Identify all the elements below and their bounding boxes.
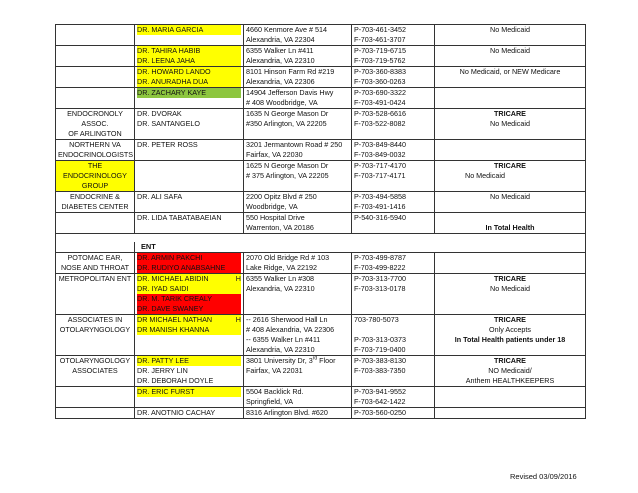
insurance-note-line: TRICARE xyxy=(494,161,526,170)
phone-line: P-703-528-6616 xyxy=(354,109,406,118)
phone-line: P-703-360-8383 xyxy=(354,67,406,76)
doctor-list xyxy=(135,88,244,109)
address-line: -- 6355 Walker Ln #411 xyxy=(246,335,321,344)
practice-name-line: ASSOCIATES IN xyxy=(67,315,123,324)
practice-name-line: OF ARLINGTON xyxy=(68,129,122,138)
phone-fax xyxy=(352,253,435,274)
revised-date: Revised 03/09/2016 xyxy=(510,472,577,481)
address-line: -- 2616 Sherwood Hall Ln xyxy=(246,315,328,324)
doctor-name: DR. SANTANGELO xyxy=(137,119,200,128)
phone-line: P-703-719-6715 xyxy=(354,46,406,55)
phone-line: P-703-313-0373 xyxy=(354,335,406,344)
phone-fax xyxy=(352,161,435,192)
address-line: # 408 Woodbridge, VA xyxy=(246,98,318,107)
doctor-name: DR. LIDA TABATABAEIAN xyxy=(137,213,222,222)
phone-line: F-703-313-0178 xyxy=(354,284,406,293)
practice-name-line: NORTHERN VA xyxy=(69,140,121,149)
doctor-name: DR. PETER ROSS xyxy=(137,140,198,149)
insurance-note xyxy=(435,161,586,192)
address-line: Alexandria, VA 22310 xyxy=(246,345,315,354)
address-line: Fairfax, VA 22030 xyxy=(246,150,303,159)
insurance-note-line: TRICARE xyxy=(494,274,526,283)
insurance-note xyxy=(435,109,586,140)
doctor-list xyxy=(135,253,244,274)
practice-name-line: DIABETES CENTER xyxy=(61,202,129,211)
address-line: 550 Hospital Drive xyxy=(246,213,305,222)
phone-fax xyxy=(352,109,435,140)
doctor-list xyxy=(135,408,244,419)
address xyxy=(244,253,352,274)
address-line: 1635 N George Mason Dr xyxy=(246,109,329,118)
address xyxy=(244,315,352,356)
phone-line: P-703-560-0250 xyxy=(354,408,406,417)
phone-line: P-703-499-8787 xyxy=(354,253,406,262)
doctor-list xyxy=(135,67,244,88)
insurance-note-line: In Total Health xyxy=(485,223,535,232)
address-line: # 408 Alexandria, VA 22306 xyxy=(246,325,335,334)
doctor-name: DR. TAHIRA HABIB xyxy=(137,46,241,56)
provider-table xyxy=(55,24,586,419)
insurance-note-line: No Medicaid xyxy=(465,171,505,180)
provider-row xyxy=(56,109,586,140)
address-line: # 375 Arlington, VA 22205 xyxy=(246,171,329,180)
doctor-name: DR. RUDIYO ANABSAHNE xyxy=(137,263,241,273)
provider-row xyxy=(56,408,586,419)
insurance-note-line: No Medicaid xyxy=(490,284,530,293)
address-line: 8101 Hinson Farm Rd #219 xyxy=(246,67,335,76)
address xyxy=(244,46,352,67)
practice-name xyxy=(56,161,135,192)
doctor-list xyxy=(135,140,244,161)
doctor-name: DR. IYAD SAIDI xyxy=(137,284,241,294)
phone-fax xyxy=(352,315,435,356)
insurance-note-line: TRICARE xyxy=(494,315,526,324)
address xyxy=(244,274,352,315)
phone-line: 703-780-5073 xyxy=(354,315,399,324)
practice-name-line: OTOLARYNGOLOGY xyxy=(59,325,131,334)
phone-line: F-703-522-8082 xyxy=(354,119,406,128)
doctor-list xyxy=(135,213,244,234)
insurance-note xyxy=(435,408,586,419)
insurance-note xyxy=(435,46,586,67)
insurance-note xyxy=(435,253,586,274)
provider-row xyxy=(56,25,586,46)
doctor-name: DR. ERIC FURST xyxy=(137,387,241,397)
address-line: Alexandria, VA 22306 xyxy=(246,77,315,86)
practice-name xyxy=(56,88,135,109)
doctor-name: DR. ZACHARY KAYE xyxy=(137,88,241,98)
address-line: 3201 Jermantown Road # 250 xyxy=(246,140,343,149)
practice-name-line: ENDOCRONOLY ASSOC. xyxy=(67,109,123,128)
address-line: 14904 Jefferson Davis Hwy xyxy=(246,88,334,97)
insurance-note-line: No Medicaid xyxy=(490,25,530,34)
phone-fax xyxy=(352,213,435,234)
provider-row xyxy=(56,161,586,192)
phone-line: F-703-461-3707 xyxy=(354,35,406,44)
practice-name xyxy=(56,140,135,161)
insurance-note xyxy=(435,274,586,315)
phone-fax xyxy=(352,387,435,408)
doctor-name: DR. LEENA JAHA xyxy=(137,56,241,66)
insurance-note-line: No Medicaid xyxy=(490,46,530,55)
phone-line: P-703-849-8440 xyxy=(354,140,406,149)
practice-name-line: ASSOCIATES xyxy=(72,366,118,375)
doctor-list xyxy=(135,25,244,46)
insurance-note-line: TRICARE xyxy=(494,356,526,365)
address-line: Warrenton, VA 20186 xyxy=(246,223,314,232)
insurance-note-line: Anthem HEALTHKEEPERS xyxy=(465,376,555,385)
phone-fax xyxy=(352,67,435,88)
address xyxy=(244,213,352,234)
doctor-name: DR. MARIA GARCIA xyxy=(137,25,241,35)
doctor-name: DR. PATTY LEE xyxy=(137,356,241,366)
hospital-mark: H xyxy=(235,274,241,283)
doctor-list xyxy=(135,192,244,213)
provider-row xyxy=(56,46,586,67)
practice-name xyxy=(56,356,135,387)
provider-row xyxy=(56,274,586,315)
address-line: 3801 University Dr, 3rd Floor xyxy=(246,356,336,365)
doctor-list xyxy=(135,274,244,315)
address xyxy=(244,88,352,109)
insurance-note-line: Only Accepts xyxy=(489,325,531,334)
section-spacer xyxy=(56,234,586,243)
address xyxy=(244,25,352,46)
insurance-note xyxy=(435,25,586,46)
address xyxy=(244,140,352,161)
phone-line: F-703-719-5762 xyxy=(354,56,406,65)
provider-row xyxy=(56,88,586,109)
address-line: Alexandria, VA 22304 xyxy=(246,35,315,44)
address-line: Lake Ridge, VA 22192 xyxy=(246,263,317,272)
phone-line: P-703-690-3322 xyxy=(354,88,406,97)
insurance-note-line: In Total Health patients under 18 xyxy=(454,335,566,344)
doctor-list xyxy=(135,46,244,67)
practice-name xyxy=(56,274,135,315)
address xyxy=(244,356,352,387)
address-line: Springfield, VA xyxy=(246,397,294,406)
phone-line: P-703-313-7700 xyxy=(354,274,406,283)
practice-name xyxy=(56,109,135,140)
phone-line: P-703-461-3452 xyxy=(354,25,406,34)
insurance-note xyxy=(435,315,586,356)
doctor-list xyxy=(135,315,244,356)
phone-fax xyxy=(352,88,435,109)
phone-line: F-703-719-0400 xyxy=(354,345,406,354)
address-line: 8316 Arlington Blvd. #620 xyxy=(246,408,328,417)
practice-name-line: GROUP xyxy=(81,181,109,190)
phone-fax xyxy=(352,192,435,213)
insurance-note xyxy=(435,67,586,88)
address xyxy=(244,192,352,213)
phone-line: F-703-499-8222 xyxy=(354,263,406,272)
doctor-name: DR. ANOTNIO CACHAY xyxy=(137,408,216,417)
practice-name xyxy=(56,192,135,213)
insurance-note xyxy=(435,88,586,109)
address-line: #350 Arlington, VA 22205 xyxy=(246,119,327,128)
provider-row xyxy=(56,356,586,387)
insurance-note xyxy=(435,192,586,213)
phone-line xyxy=(354,223,432,233)
doctor-list xyxy=(135,356,244,387)
address xyxy=(244,109,352,140)
provider-row xyxy=(56,192,586,213)
section-header xyxy=(56,242,586,253)
doctor-name: DR. ARMIN PAKCHI xyxy=(137,253,241,263)
insurance-note xyxy=(435,387,586,408)
practice-name xyxy=(56,46,135,67)
address-line: 5504 Backlick Rd. xyxy=(246,387,304,396)
phone-line: F-703-717-4171 xyxy=(354,171,406,180)
insurance-note xyxy=(435,140,586,161)
practice-name xyxy=(56,67,135,88)
address-line: Fairfax, VA 22031 xyxy=(246,366,303,375)
doctor-name: DR MANISH KHANNA xyxy=(137,325,241,335)
address-line: 2070 Old Bridge Rd # 103 xyxy=(246,253,330,262)
practice-name-line: ENDOCRINE & xyxy=(70,192,120,201)
address-line: Alexandria, VA 22310 xyxy=(246,56,315,65)
phone-line: P-703-941-9552 xyxy=(354,387,406,396)
address-line: 1625 N George Mason Dr xyxy=(246,161,329,170)
phone-fax xyxy=(352,356,435,387)
phone-line: P-703-717-4170 xyxy=(354,161,406,170)
doctor-name: DR. DAVE SWANEY xyxy=(137,304,241,314)
phone-line: F-703-491-1416 xyxy=(354,202,406,211)
doctor-name: DR. HOWARD LANDO xyxy=(137,67,241,77)
doctor-name: DR. M. TARIK CREALY xyxy=(137,294,241,304)
practice-name-line: METROPOLITAN ENT xyxy=(58,274,132,283)
doctor-name: DR. JERRY LIN xyxy=(137,366,188,375)
insurance-note xyxy=(435,356,586,387)
doctor-list xyxy=(135,161,244,192)
phone-line: P-540-316-5940 xyxy=(354,213,406,222)
practice-name xyxy=(56,408,135,419)
phone-line: F-703-383-7350 xyxy=(354,366,406,375)
phone-fax xyxy=(352,140,435,161)
doctor-name: DR. MICHAEL ABIDIN H xyxy=(137,274,241,283)
practice-name-line: POTOMAC EAR, xyxy=(67,253,123,262)
section-title: ENT xyxy=(141,242,156,251)
doctor-name: DR. DVORAK xyxy=(137,109,182,118)
address-line: 6355 Walker Ln #411 xyxy=(246,46,314,55)
practice-name xyxy=(56,315,135,356)
doctor-name: DR MICHAEL NATHAN H xyxy=(137,315,241,324)
insurance-note-line: NO Medicaid/ xyxy=(488,366,532,375)
practice-name xyxy=(56,213,135,234)
phone-fax xyxy=(352,408,435,419)
phone-fax xyxy=(352,25,435,46)
practice-name-line: OTOLARYNGOLOGY xyxy=(59,356,131,365)
practice-name xyxy=(56,387,135,408)
practice-name-line: NOSE AND THROAT xyxy=(60,263,130,272)
provider-row xyxy=(56,67,586,88)
address xyxy=(244,67,352,88)
practice-name-line: THE ENDOCRINOLOGY xyxy=(63,161,127,180)
phone-fax xyxy=(352,46,435,67)
phone-fax xyxy=(352,274,435,315)
address-line: Alexandria, VA 22310 xyxy=(246,284,315,293)
provider-row xyxy=(56,253,586,274)
insurance-note-line: TRICARE xyxy=(494,109,526,118)
insurance-note-line: No Medicaid xyxy=(490,192,530,201)
provider-row xyxy=(56,140,586,161)
practice-name xyxy=(56,25,135,46)
address-line: 4660 Kenmore Ave # 514 xyxy=(246,25,327,34)
address xyxy=(244,387,352,408)
phone-line: F-703-491-0424 xyxy=(354,98,406,107)
insurance-note-line: No Medicaid xyxy=(490,119,530,128)
doctor-name: DR. DEBORAH DOYLE xyxy=(137,376,214,385)
phone-line: P-703-383-8130 xyxy=(354,356,406,365)
provider-row xyxy=(56,213,586,234)
insurance-note-line xyxy=(437,213,583,223)
insurance-note-line: No Medicaid, or NEW Medicare xyxy=(459,67,561,76)
provider-row xyxy=(56,315,586,356)
phone-line: F-703-849-0032 xyxy=(354,150,406,159)
provider-row xyxy=(56,387,586,408)
doctor-name: DR. ANURADHA DUA xyxy=(137,77,241,87)
doctor-list xyxy=(135,387,244,408)
insurance-note xyxy=(435,213,586,234)
address xyxy=(244,408,352,419)
address-line: 2200 Opitz Blvd # 250 xyxy=(246,192,317,201)
address-line: 6355 Walker Ln #308 xyxy=(246,274,315,283)
doctor-name: DR. ALI SAFA xyxy=(137,192,183,201)
hospital-mark: H xyxy=(235,315,241,324)
phone-line: F-703-642-1422 xyxy=(354,397,406,406)
practice-name xyxy=(56,253,135,274)
address-line: Woodbridge, VA xyxy=(246,202,298,211)
practice-name-line: ENDOCRINOLOGISTS xyxy=(58,150,134,159)
address xyxy=(244,161,352,192)
phone-line: P-703-494-5858 xyxy=(354,192,406,201)
phone-line: F-703-360-0263 xyxy=(354,77,406,86)
phone-line xyxy=(354,325,432,335)
doctor-list xyxy=(135,109,244,140)
